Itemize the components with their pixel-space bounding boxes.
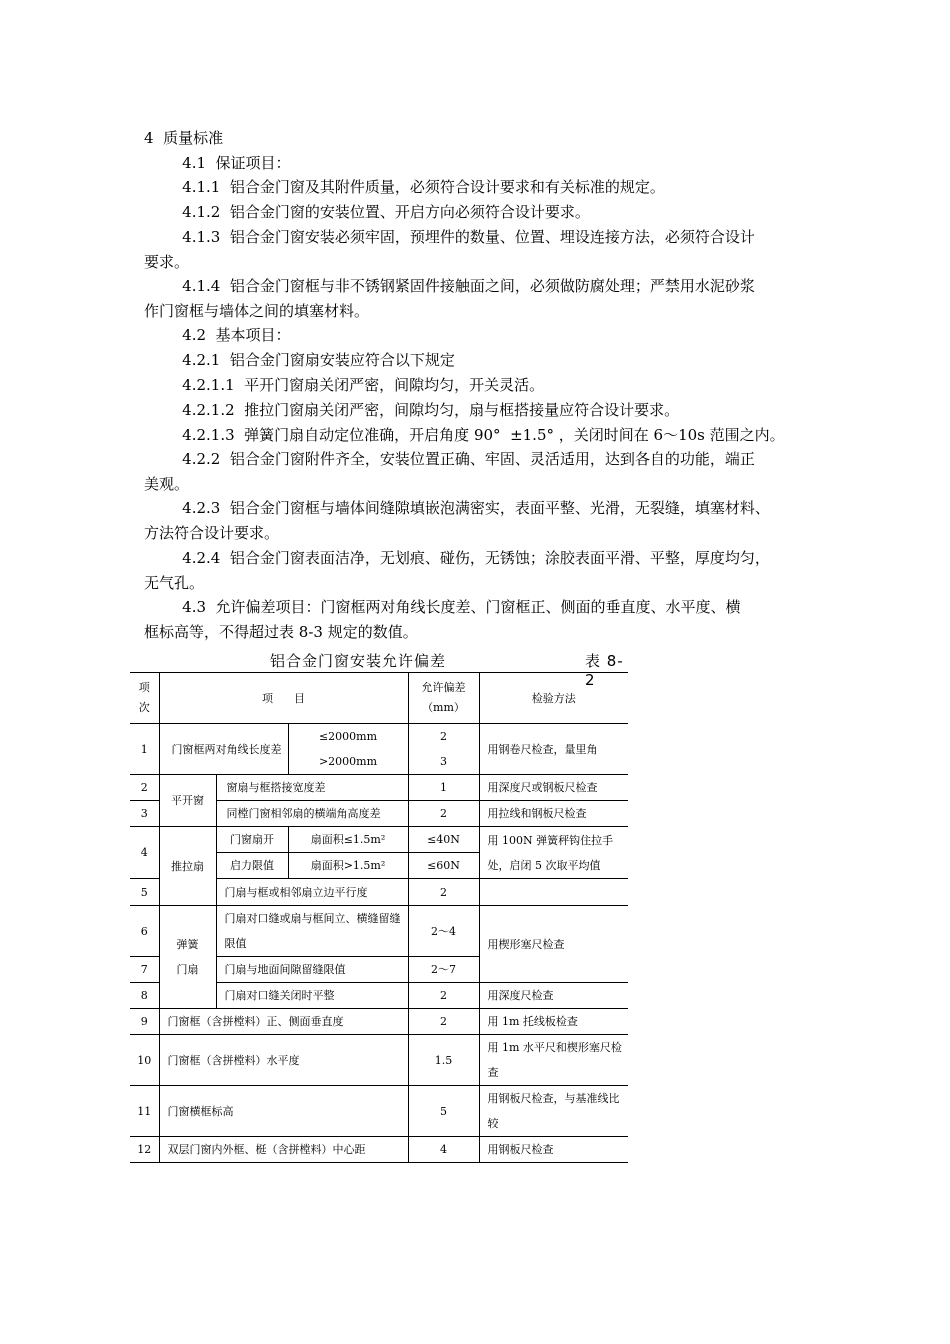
row-item: 门窗框两对角线长度差 — [159, 724, 288, 775]
row-seq: 11 — [130, 1086, 159, 1137]
row-method: 用钢板尺检查，与基准线比较 — [479, 1086, 628, 1137]
row-item: 启力限值 — [216, 853, 288, 879]
row-tolerance: 1 — [408, 775, 479, 801]
row-tolerance: 2 — [408, 801, 479, 827]
row-sub: ≤2000mm — [288, 724, 408, 750]
row-seq: 2 — [130, 775, 159, 801]
paragraph: 4.1.3 铝合金门窗安装必须牢固，预埋件的数量、位置、埋设连接方法，必须符合设计 要求。 — [144, 228, 755, 271]
row-item: 门扇与框或相邻扇立边平行度 — [216, 879, 408, 906]
row-seq: 7 — [130, 957, 159, 983]
row-tolerance: 2 — [408, 879, 479, 906]
row-item: 门窗框（含拼樘料）水平度 — [159, 1035, 408, 1086]
table-header-row — [130, 673, 628, 724]
row-method: 用拉线和钢板尺检查 — [479, 801, 628, 827]
row-item: 门扇对口缝关闭时平整 — [216, 983, 408, 1009]
tolerance-table — [130, 672, 628, 1163]
table-title: 铝合金门窗安装允许偏差 — [270, 652, 447, 670]
row-group: 推拉扇 — [159, 827, 216, 906]
row-sub: >2000mm — [288, 749, 408, 775]
row-tolerance: 1.5 — [408, 1035, 479, 1086]
paragraph: 4.1.2 铝合金门窗的安装位置、开启方向必须符合设计要求。 — [144, 203, 590, 221]
row-item: 门窗扇开 — [216, 827, 288, 853]
row-item: 双层门窗内外框、梃（含拼樘料）中心距 — [159, 1137, 408, 1163]
row-tolerance: 4 — [408, 1137, 479, 1163]
row-method: 用深度尺或钢板尺检查 — [479, 775, 628, 801]
header-method: 检验方法 — [479, 673, 628, 724]
row-method: 用楔形塞尺检查 — [479, 906, 628, 983]
paragraph: 4.2.4 铝合金门窗表面洁净，无划痕、碰伤，无锈蚀；涂胶表面平滑、平整，厚度均匀， 无气孔。 — [144, 549, 770, 592]
row-seq: 10 — [130, 1035, 159, 1086]
row-method-empty — [479, 879, 628, 906]
row-seq: 6 — [130, 906, 159, 957]
row-method: 用 1m 托线板检查 — [479, 1009, 628, 1035]
row-tolerance: 2 — [408, 1009, 479, 1035]
table-row — [130, 1137, 628, 1163]
row-group: 弹簧 门扇 — [159, 906, 216, 1009]
paragraph: 4.2.1.1 平开门窗扇关闭严密，间隙均匀，开关灵活。 — [144, 376, 545, 394]
section-heading: 4 质量标准 — [144, 129, 224, 147]
row-tolerance: 5 — [408, 1086, 479, 1137]
paragraph: 4.2.2 铝合金门窗附件齐全，安装位置正确、牢固、灵活适用，达到各自的功能，端正 美观。 — [144, 450, 755, 493]
row-seq: 9 — [130, 1009, 159, 1035]
row-item: 窗扇与框搭接宽度差 — [216, 775, 408, 801]
paragraph: 4.1.4 铝合金门窗框与非不锈钢紧固件接触面之间，必须做防腐处理；严禁用水泥砂浆 作门窗框与墙体之间的填塞材料。 — [144, 277, 755, 320]
row-group: 平开窗 — [159, 775, 216, 827]
row-seq: 4 — [130, 827, 159, 879]
row-item: 门窗横框标高 — [159, 1086, 408, 1137]
row-method: 用钢板尺检查 — [479, 1137, 628, 1163]
table-number: 表 8-2 — [585, 652, 624, 689]
table-row — [130, 775, 628, 801]
row-tolerance: ≤40N — [408, 827, 479, 853]
row-method: 用 100N 弹簧秤钩住拉手处，启闭 5 次取平均值 — [479, 827, 628, 879]
table-row — [130, 1086, 628, 1137]
paragraph: 4.1.1 铝合金门窗及其附件质量，必须符合设计要求和有关标准的规定。 — [144, 178, 665, 196]
row-seq: 5 — [130, 879, 159, 906]
row-item: 同樘门窗相邻扇的横端角高度差 — [216, 801, 408, 827]
table-row — [130, 906, 628, 957]
row-item: 门窗框（含拼樘料）正、侧面垂直度 — [159, 1009, 408, 1035]
row-item: 门扇与地面间隙留缝限值 — [216, 957, 408, 983]
paragraph: 4.2.3 铝合金门窗框与墙体间缝隙填嵌泡满密实，表面平整、光滑，无裂缝，填塞材料、 方法符合设计要求。 — [144, 499, 770, 542]
paragraph: 4.2.1 铝合金门窗扇安装应符合以下规定 — [144, 351, 455, 369]
row-seq: 1 — [130, 724, 159, 775]
row-tolerance: 2 — [408, 724, 479, 750]
paragraph: 4.2 基本项目： — [144, 326, 291, 344]
table-row — [130, 724, 628, 750]
row-sub: 扇面积>1.5m² — [288, 853, 408, 879]
row-tolerance: 3 — [408, 749, 479, 775]
paragraph: 4.3 允许偏差项目：门窗框两对角线长度差、门窗框正、侧面的垂直度、水平度、横 框标高等，不得超过表 8-3 规定的数值。 — [144, 598, 741, 641]
header-tolerance: 允许偏差 （mm） — [408, 673, 479, 724]
row-method: 用钢卷尺检查，量里角 — [479, 724, 628, 775]
row-tolerance: 2～7 — [408, 957, 479, 983]
header-seq: 项 次 — [130, 673, 159, 724]
row-seq: 3 — [130, 801, 159, 827]
paragraph: 4.1 保证项目： — [144, 154, 291, 172]
table-row — [130, 827, 628, 853]
table-caption — [130, 650, 628, 689]
row-sub: 扇面积≤1.5m² — [288, 827, 408, 853]
row-item: 门扇对口缝或扇与框间立、横缝留缝限值 — [216, 906, 408, 957]
row-seq: 8 — [130, 983, 159, 1009]
row-method: 用 1m 水平尺和楔形塞尺检查 — [479, 1035, 628, 1086]
row-tolerance: ≤60N — [408, 853, 479, 879]
row-tolerance: 2 — [408, 983, 479, 1009]
table-row — [130, 1035, 628, 1086]
paragraph: 4.2.1.2 推拉门窗扇关闭严密，间隙均匀，扇与框搭接量应符合设计要求。 — [144, 401, 680, 419]
table-row — [130, 1009, 628, 1035]
header-item: 项 目 — [159, 673, 408, 724]
row-method: 用深度尺检查 — [479, 983, 628, 1009]
row-tolerance: 2～4 — [408, 906, 479, 957]
row-seq: 12 — [130, 1137, 159, 1163]
paragraph: 4.2.1.3 弹簧门扇自动定位准确，开启角度 90° ±1.5° ，关闭时间在 6～10s 范围之内。 — [144, 426, 785, 444]
